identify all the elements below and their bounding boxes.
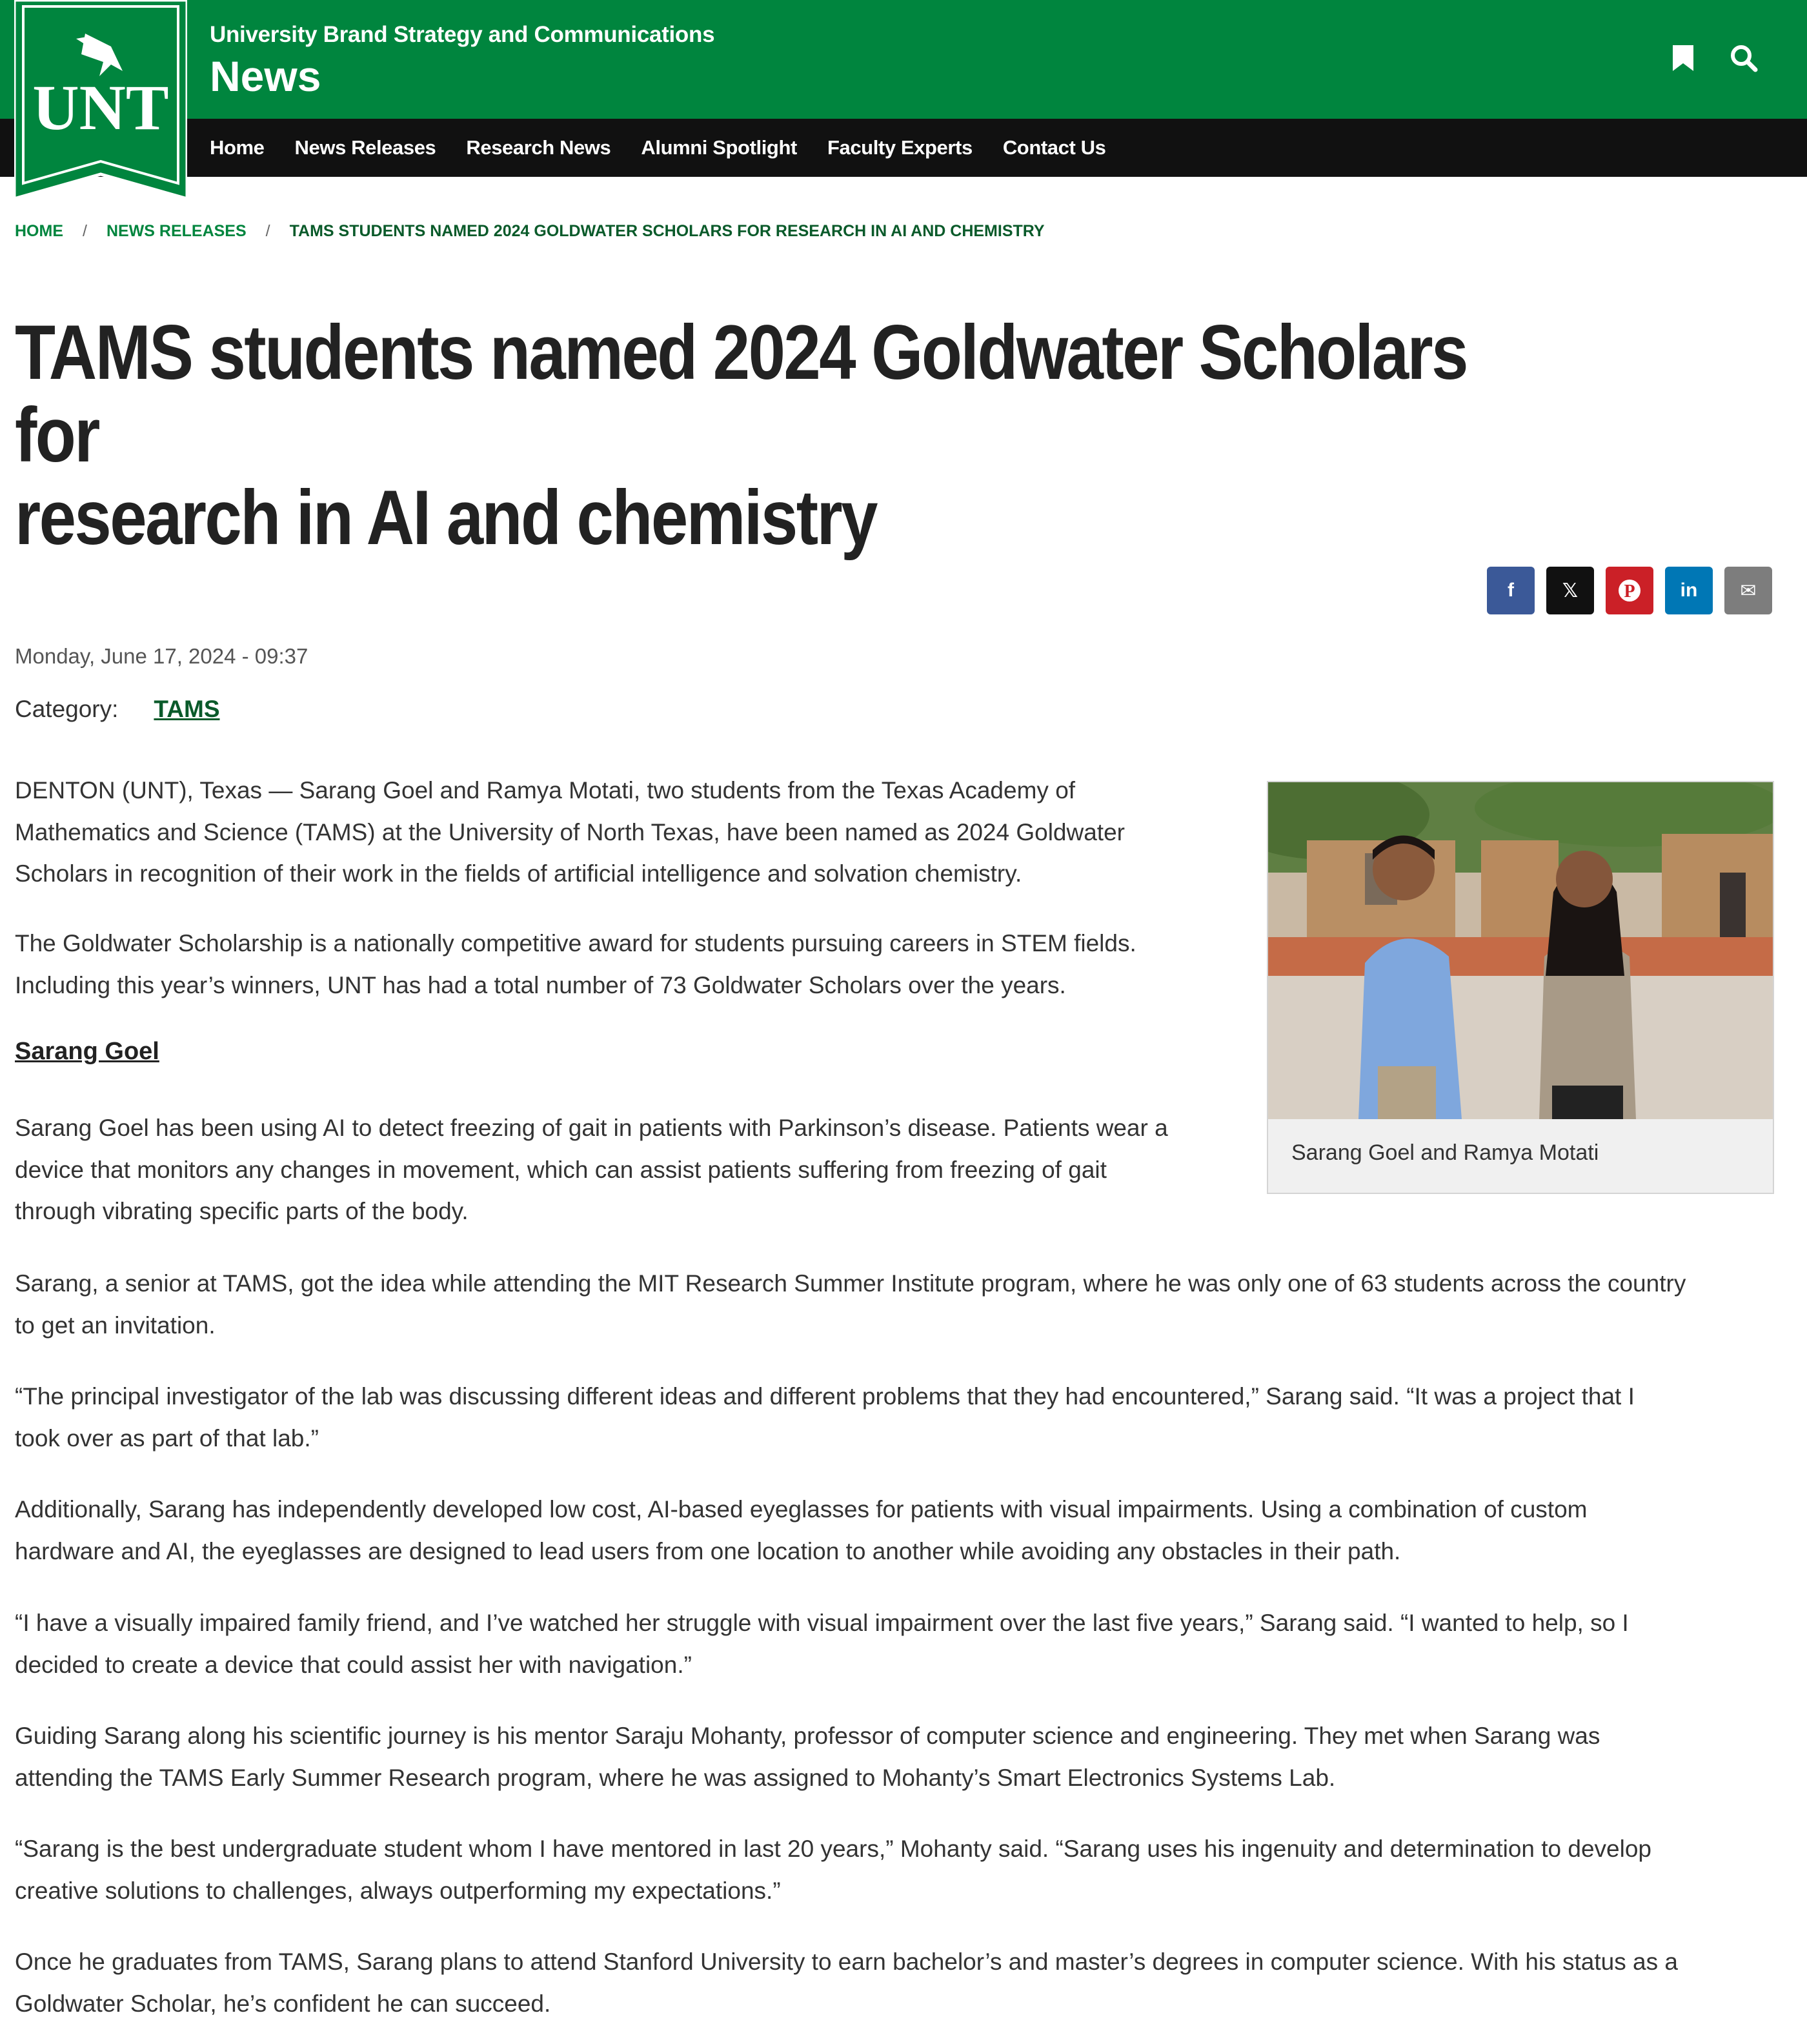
linkedin-share-button[interactable] xyxy=(1665,567,1713,614)
nav-research-news[interactable]: Research News xyxy=(466,136,611,159)
paragraph: Additionally, Sarang has independently developed low cost, AI-based eyeglasses for patients with visual impairments. Using a combination of custom hardware and AI, the eyeglasses are designed to lead users from one location to another while avoiding any obstacles in their path. xyxy=(15,1496,1588,1564)
bookmark-icon[interactable] xyxy=(1666,41,1700,75)
category-label: Category: xyxy=(15,696,119,722)
linkedin-icon: in xyxy=(1680,580,1698,601)
breadcrumb-news-releases[interactable]: NEWS RELEASES xyxy=(106,222,247,240)
section-heading: Sarang Goel xyxy=(15,1038,159,1065)
svg-text:P: P xyxy=(1624,582,1635,602)
x-share-button[interactable] xyxy=(1546,567,1594,614)
breadcrumb xyxy=(15,222,1045,241)
nav-news-releases[interactable]: News Releases xyxy=(294,136,436,159)
main-nav xyxy=(210,119,1136,177)
unt-logo[interactable] xyxy=(14,0,187,199)
facebook-share-button[interactable] xyxy=(1487,567,1535,614)
email-share-button[interactable] xyxy=(1724,567,1772,614)
article-photo[interactable] xyxy=(1268,782,1773,1119)
paragraph: “I have a visually impaired family friend, and I’ve watched her struggle with visual impairment over the last five years,” Sarang said. “I wanted to help, so I decided to create a device that could assist her with navigation.” xyxy=(15,1610,1629,1678)
paragraph: Once he graduates from TAMS, Sarang plans to attend Stanford University to earn bachelor’s and master’s degrees in computer science. With his status as a Goldwater Scholar, he’s confident he can succeed. xyxy=(15,1948,1678,2017)
nav-home[interactable]: Home xyxy=(210,136,265,159)
article-date: Monday, June 17, 2024 - 09:37 xyxy=(15,644,308,668)
breadcrumb-separator: / xyxy=(265,222,270,240)
share-buttons xyxy=(1487,567,1772,614)
pinterest-icon xyxy=(1617,578,1642,603)
nav-faculty-experts[interactable]: Faculty Experts xyxy=(827,136,973,159)
site-title[interactable]: News xyxy=(210,52,321,100)
breadcrumb-current: TAMS STUDENTS NAMED 2024 GOLDWATER SCHOLARS FOR RESEARCH IN AI AND CHEMISTRY xyxy=(289,222,1045,240)
paragraph: “Sarang is the best undergraduate student whom I have mentored in last 20 years,” Mohanty said. “Sarang uses his ingenuity and determination to develop creative solutions to challenges, always outperforming my expectations.” xyxy=(15,1836,1651,1904)
image-caption: Sarang Goel and Ramya Motati xyxy=(1291,1140,1599,1165)
title-line-2: research in AI and chemistry xyxy=(15,474,876,561)
nav-contact-us[interactable]: Contact Us xyxy=(1002,136,1106,159)
breadcrumb-separator: / xyxy=(83,222,87,240)
article-category xyxy=(15,696,220,723)
category-link[interactable]: TAMS xyxy=(154,696,220,722)
paragraph: “The principal investigator of the lab was discussing different ideas and different problems that they had encountered,” Sarang said. “It was a project that I took over as part of that lab.” xyxy=(15,1383,1635,1452)
search-icon[interactable] xyxy=(1727,41,1761,75)
paragraph: Sarang Goel has been using AI to detect freezing of gait in patients with Parkinson’s disease. Patients wear a device that monitors any changes in movement, which can assist patients suffering from freezing of gait through vibrating specific parts of the body. xyxy=(15,1115,1168,1224)
title-line-1: TAMS students named 2024 Goldwater Scholars for xyxy=(15,309,1467,478)
pinterest-share-button[interactable] xyxy=(1606,567,1653,614)
article-figure xyxy=(1267,781,1774,1194)
x-icon: 𝕏 xyxy=(1562,580,1579,602)
paragraph: Sarang, a senior at TAMS, got the idea while attending the MIT Research Summer Institute program, where he was only one of 63 students across the country to get an invitation. xyxy=(15,1270,1686,1339)
nav-alumni-spotlight[interactable]: Alumni Spotlight xyxy=(641,136,797,159)
site-overtitle[interactable]: University Brand Strategy and Communications xyxy=(210,22,715,47)
breadcrumb-home[interactable]: HOME xyxy=(15,222,63,240)
paragraph: The Goldwater Scholarship is a nationally competitive award for students pursuing careers in STEM fields. Including this year’s winners, UNT has had a total number of 73 Goldwater Scholars over the years. xyxy=(15,930,1136,998)
page-title xyxy=(15,311,1513,559)
paragraph: DENTON (UNT), Texas — Sarang Goel and Ramya Motati, two students from the Texas Academy of Mathematics and Science (TAMS) at the University of North Texas, have been named as 2024 Goldwater Scholars in recognition of their work in the fields of artificial intelligence and solvation chemistry. xyxy=(15,777,1125,887)
email-icon: ✉ xyxy=(1740,580,1757,602)
logo-text: UNT xyxy=(32,72,169,143)
facebook-icon: f xyxy=(1508,580,1514,601)
paragraph: Guiding Sarang along his scientific journey is his mentor Saraju Mohanty, professor of computer science and engineering. They met when Sarang was attending the TAMS Early Summer Research program, where he was assigned to Mohanty’s Smart Electronics Systems Lab. xyxy=(15,1723,1600,1791)
